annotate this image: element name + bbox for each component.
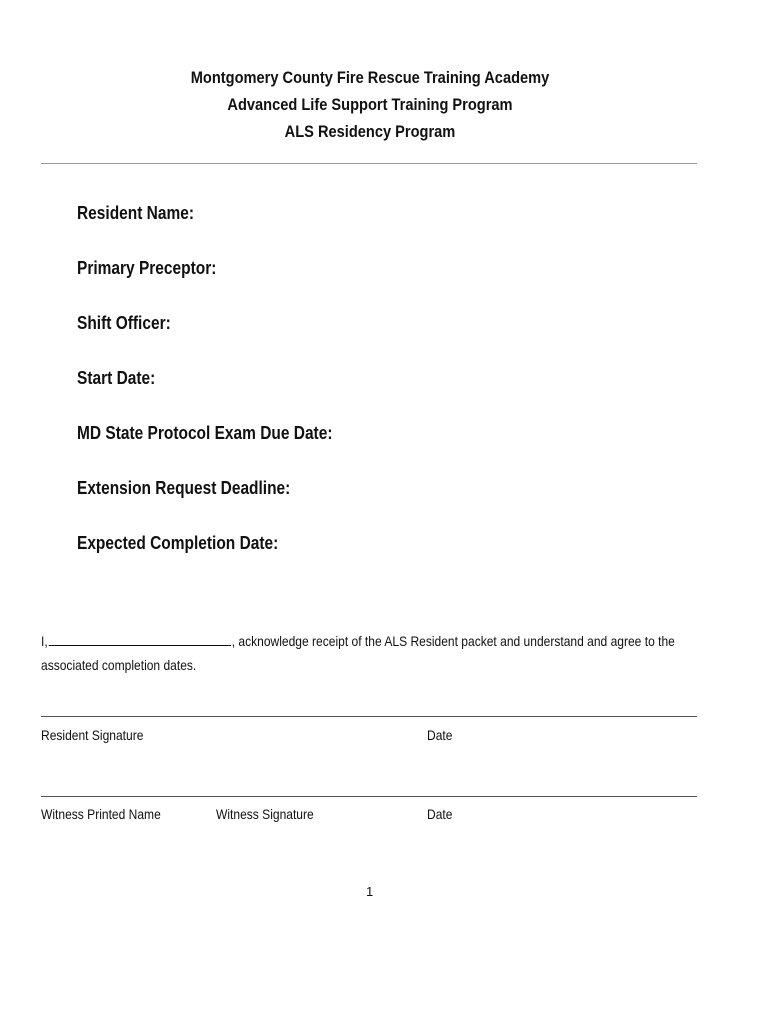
header-divider (41, 163, 697, 164)
acknowledgment-line-2: associated completion dates. (41, 657, 197, 673)
document-header (52, 64, 688, 145)
protocol-exam-due-label: MD State Protocol Exam Due Date: (77, 423, 333, 443)
resident-name-blank[interactable] (49, 631, 231, 646)
shift-officer-label: Shift Officer: (77, 313, 171, 333)
ack-suffix: , acknowledge receipt of the ALS Resident packet and understand and agree to the (231, 633, 675, 649)
resident-date-label: Date (427, 727, 453, 743)
header-line-residency: ALS Residency Program (284, 122, 456, 141)
resident-name-label: Resident Name: (77, 203, 195, 223)
primary-preceptor-label: Primary Preceptor: (77, 258, 217, 278)
header-line-academy: Montgomery County Fire Rescue Training Academy (190, 68, 550, 87)
extension-deadline-label: Extension Request Deadline: (77, 478, 291, 498)
resident-signature-label: Resident Signature (41, 727, 144, 743)
witness-signature-label: Witness Signature (216, 806, 314, 822)
header-line-program: Advanced Life Support Training Program (227, 95, 513, 114)
witness-date-label: Date (427, 806, 453, 822)
resident-signature-line[interactable] (41, 716, 697, 717)
witness-printed-name-label: Witness Printed Name (41, 806, 161, 822)
start-date-label: Start Date: (77, 368, 156, 388)
witness-signature-line[interactable] (41, 796, 697, 797)
page-number: 1 (366, 884, 374, 899)
expected-completion-label: Expected Completion Date: (77, 533, 279, 553)
acknowledgment-line-1 (41, 631, 675, 649)
ack-prefix: I, (41, 633, 48, 649)
